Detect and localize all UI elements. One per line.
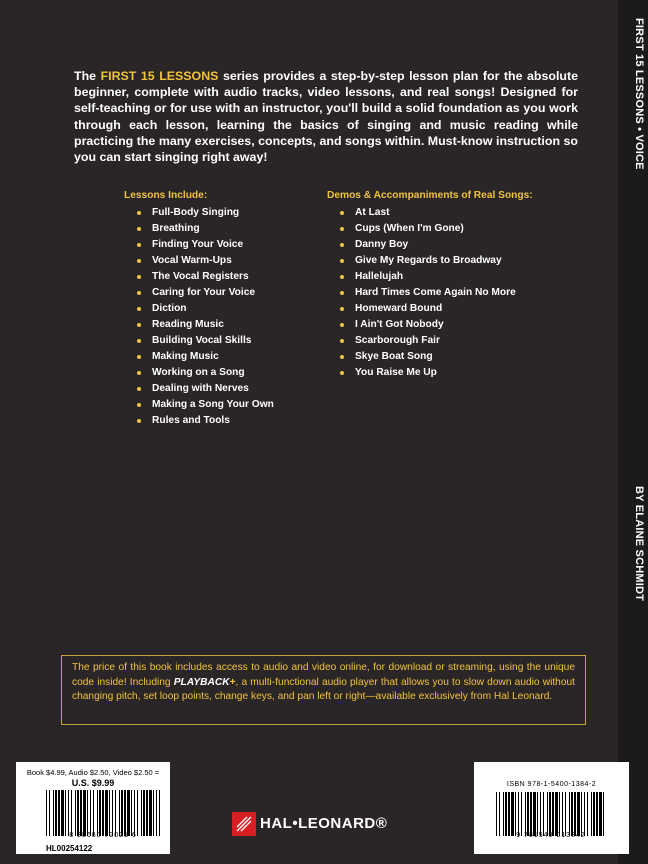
song-label: At Last [355,207,390,218]
bullet-icon [137,339,141,343]
lesson-label: Finding Your Voice [152,239,244,250]
bullet-icon [137,323,141,327]
bullet-icon [340,339,344,343]
isbn-barcode-box [474,762,629,854]
upc-digits: 8 88680 72021 6 [69,832,137,839]
lesson-label: The Vocal Registers [152,271,249,282]
bullet-icon [340,291,344,295]
lesson-label: Diction [152,303,187,314]
lesson-item [137,397,314,413]
songs-heading: Demos & Accompaniments of Real Songs: [327,190,533,201]
bullet-icon [340,275,344,279]
lesson-item [137,333,314,349]
lesson-item [137,365,314,381]
bullet-icon [340,259,344,263]
song-item [340,253,567,269]
bullet-icon [137,387,141,391]
notice-text-start: The price of this book includes access to audio and video online, for download or streaming, using the unique code inside! Including [72,662,575,688]
isbn-label: ISBN 978-1-5400-1384-2 [506,781,597,788]
song-item [340,349,567,365]
lesson-item [137,205,314,221]
lesson-label: Full-Body Singing [152,207,240,218]
lesson-item [137,253,314,269]
intro-paragraph [74,68,578,165]
songs-list [327,205,567,381]
lesson-item [137,237,314,253]
lesson-label: Making a Song Your Own [152,399,274,410]
playback-brand: PLAYBACK [173,676,230,688]
bullet-icon [340,211,344,215]
bullet-icon [137,403,141,407]
lesson-item [137,317,314,333]
bullet-icon [340,307,344,311]
price-us: U.S. $9.99 [71,778,115,788]
songs-section [327,190,567,381]
song-label: Homeward Bound [355,303,443,314]
song-label: Skye Boat Song [355,351,433,362]
bullet-icon [137,243,141,247]
lessons-section [124,190,314,429]
lesson-label: Breathing [152,223,200,234]
lesson-label: Reading Music [152,319,224,330]
lesson-item [137,413,314,429]
price-barcode-box [16,762,170,854]
product-code: HL00254122 [46,844,93,853]
lessons-list [124,205,314,429]
bullet-icon [340,371,344,375]
bullet-icon [137,371,141,375]
bullet-icon [340,323,344,327]
notice-text-rest: , a multi-functional audio player that allows you to slow down audio without changing pitch, set loop points, change keys, and pan left or right—available exclusively from Hal Leonard. [72,676,576,702]
song-label: Cups (When I'm Gone) [355,223,464,234]
playback-plus: + [229,676,236,688]
isbn-barcode [496,792,606,836]
price-breakdown: Book $4.99, Audio $2.50, Video $2.50 = [26,768,160,777]
song-item [340,317,567,333]
intro-text-start: The [74,69,101,83]
song-item [340,221,567,237]
lesson-label: Dealing with Nerves [152,383,249,394]
upc-barcode [46,790,160,836]
series-name: FIRST 15 LESSONS [100,69,219,83]
bullet-icon [137,419,141,423]
song-item [340,237,567,253]
song-item [340,333,567,349]
lessons-heading: Lessons Include: [124,190,208,201]
song-item [340,301,567,317]
spine-title: FIRST 15 LESSONS • VOICE [633,18,645,170]
song-item [340,205,567,221]
bullet-icon [137,355,141,359]
song-label: Hallelujah [355,271,404,282]
song-item [340,285,567,301]
bullet-icon [137,291,141,295]
online-access-notice [61,655,586,725]
song-label: Danny Boy [355,239,409,250]
lesson-label: Building Vocal Skills [152,335,252,346]
song-label: You Raise Me Up [355,367,437,378]
song-item [340,365,567,381]
bullet-icon [137,259,141,263]
song-label: Give My Regards to Broadway [355,255,502,266]
spine-author: BY ELAINE SCHMIDT [633,486,645,602]
book-spine [618,0,648,864]
bullet-icon [340,227,344,231]
hal-leonard-logo [232,812,422,836]
lesson-item [137,301,314,317]
lesson-label: Working on a Song [152,367,245,378]
bullet-icon [137,227,141,231]
lesson-item [137,381,314,397]
song-item [340,269,567,285]
publisher-name: HAL•LEONARD® [260,815,388,832]
publisher-mark-icon [232,812,256,836]
lesson-label: Vocal Warm-Ups [152,255,232,266]
bullet-icon [137,307,141,311]
lesson-item [137,285,314,301]
lesson-label: Rules and Tools [152,415,230,426]
lesson-item [137,269,314,285]
song-label: I Ain't Got Nobody [355,319,444,330]
bullet-icon [137,211,141,215]
song-label: Hard Times Come Again No More [355,287,516,298]
isbn-digits: 9 781540 013842 [516,832,586,839]
bullet-icon [340,243,344,247]
lesson-item [137,349,314,365]
intro-text-rest: series provides a step-by-step lesson plan for the absolute beginner, complete with audio tracks, video lessons, and real songs! Designed for self-teaching or for use with an instructor, you'll build a solid foundation as you work through each lesson, learning the basics of singing and music reading while practicing the many exercises, concepts, and songs within. Must-know instruction so you can start singing right away! [74,69,578,165]
lesson-item [137,221,314,237]
bullet-icon [340,355,344,359]
bullet-icon [137,275,141,279]
lesson-label: Caring for Your Voice [152,287,256,298]
song-label: Scarborough Fair [355,335,440,346]
lesson-label: Making Music [152,351,219,362]
